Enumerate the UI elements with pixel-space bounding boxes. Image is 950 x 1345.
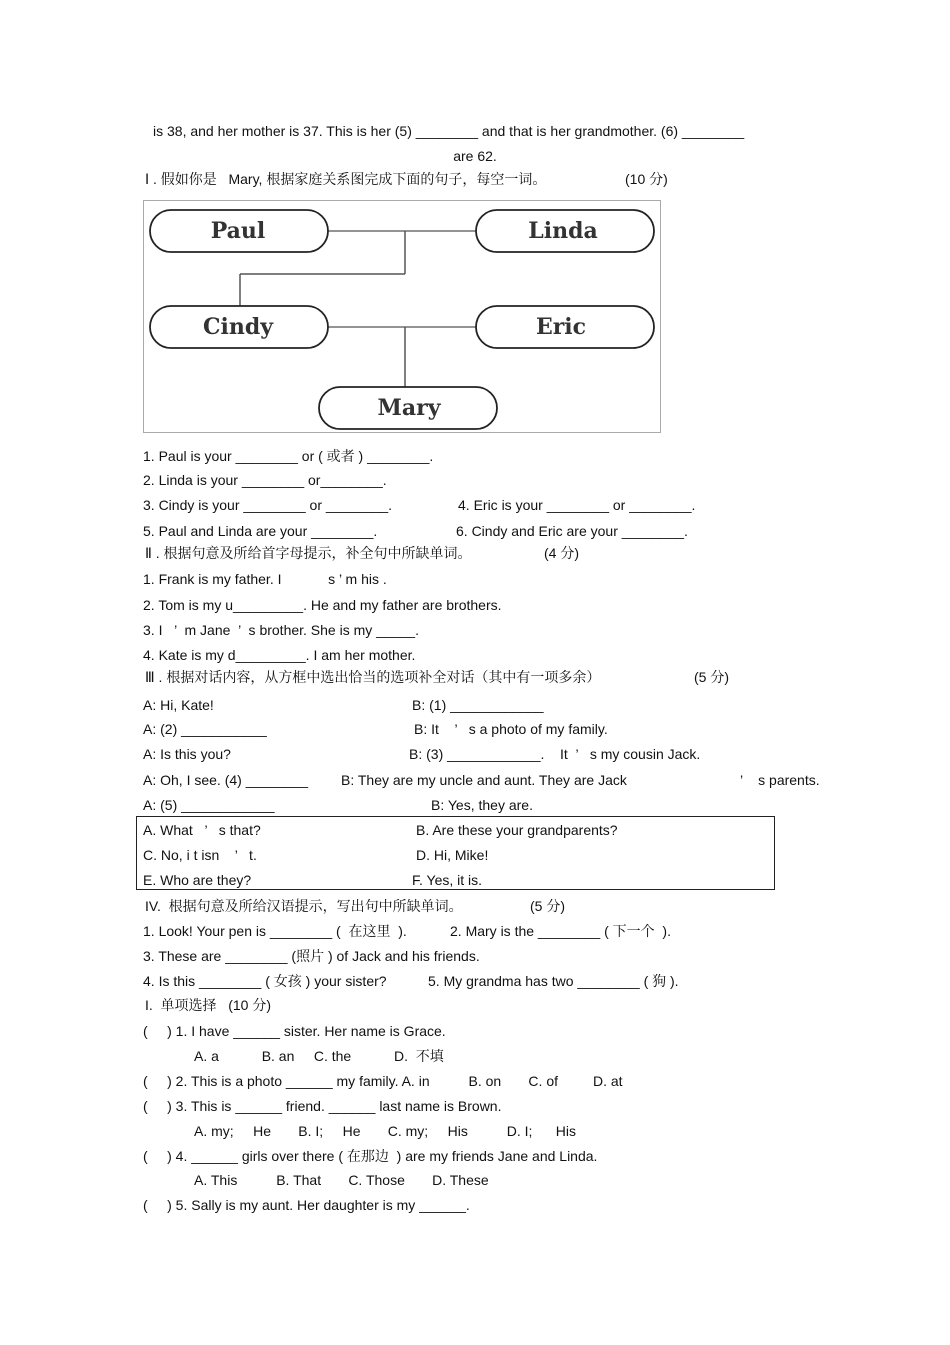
s1-question-2: 2. Linda is your ________ or________. <box>143 472 387 488</box>
option-a: A. What ’ s that? <box>143 822 261 838</box>
option-f: F. Yes, it is. <box>412 872 483 888</box>
dialog-line-1b: B: (1) ____________ <box>412 697 544 713</box>
option-e: E. Who are they? <box>143 872 252 888</box>
dialog-line-4b: B: They are my uncle and aunt. They are Jack <box>341 772 627 788</box>
section-3-header: Ⅲ . 根据对话内容，从方框中选出恰当的选项补全对话（其中有一项多余） <box>145 669 601 685</box>
section-5-header: I. 单项选择 (10 分) <box>145 997 272 1013</box>
mc-question-5: ( ) 5. Sally is my aunt. Her daughter is my ______. <box>143 1197 470 1213</box>
dialog-line-5b: B: Yes, they are. <box>431 797 533 813</box>
section-4-score: (5 分) <box>530 898 565 914</box>
node-eric-label: Eric <box>535 314 587 340</box>
dialog-line-3b: B: (3) ____________. It ’ s my cousin Jack. <box>409 746 701 762</box>
dialog-line-4a: A: Oh, I see. (4) ________ <box>143 772 308 788</box>
intro-line-2: are 62. <box>453 148 497 164</box>
node-cindy <box>150 306 328 348</box>
s4-question-5: 5. My grandma has two ________ ( 狗 ). <box>428 973 679 989</box>
mc-question-4: ( ) 4. ______ girls over there ( 在那边 ) are my friends Jane and Linda. <box>143 1148 598 1164</box>
s1-question-5: 5. Paul and Linda are your ________. <box>143 523 378 539</box>
s1-question-6: 6. Cindy and Eric are your ________. <box>456 523 688 539</box>
dialog-line-3a: A: Is this you? <box>143 746 231 762</box>
section-3-score: (5 分) <box>694 669 729 685</box>
dialog-line-1a: A: Hi, Kate! <box>143 697 214 713</box>
s1-question-3: 3. Cindy is your ________ or ________. <box>143 497 393 513</box>
mc-question-1: ( ) 1. I have ______ sister. Her name is Grace. <box>143 1023 446 1039</box>
node-linda-label: Linda <box>528 218 598 244</box>
dialog-line-2b: B: It ’ s a photo of my family. <box>414 721 608 737</box>
node-mary-label: Mary <box>377 395 441 421</box>
s2-question-4: 4. Kate is my d_________. I am her mother. <box>143 647 416 663</box>
mc-question-4-options: A. This B. That C. Those D. These <box>194 1172 489 1188</box>
section-1-score: (10 分) <box>625 171 668 187</box>
dialog-line-2a: A: (2) ___________ <box>143 721 267 737</box>
mc-question-3: ( ) 3. This is ______ friend. ______ last name is Brown. <box>143 1098 502 1114</box>
s1-question-1: 1. Paul is your ________ or ( 或者 ) ________. <box>143 448 434 464</box>
node-cindy-label: Cindy <box>202 314 274 340</box>
s4-question-1: 1. Look! Your pen is ________ ( 在这里 ). <box>143 923 407 939</box>
node-paul <box>150 210 328 252</box>
mc-question-2: ( ) 2. This is a photo ______ my family. A. in B. on C. of D. at <box>143 1073 623 1089</box>
s4-question-3: 3. These are ________ (照片 ) of Jack and his friends. <box>143 948 480 964</box>
node-eric <box>476 306 654 348</box>
family-tree-diagram <box>143 200 661 433</box>
option-b: B. Are these your grandparents? <box>416 822 618 838</box>
node-mary <box>319 387 497 429</box>
s1-question-4: 4. Eric is your ________ or ________. <box>458 497 696 513</box>
intro-line-1: is 38, and her mother is 37. This is her (5) ________ and that is her grandmother. (6) ________ <box>153 123 745 139</box>
section-2-header: Ⅱ . 根据句意及所给首字母提示，补全句中所缺单词。 <box>145 545 472 561</box>
node-linda <box>476 210 654 252</box>
dialog-line-5a: A: (5) ____________ <box>143 797 275 813</box>
option-d: D. Hi, Mike! <box>416 847 489 863</box>
section-4-header: IV. 根据句意及所给汉语提示，写出句中所缺单词。 <box>145 898 463 914</box>
s2-question-1: 1. Frank is my father. I s ’ m his . <box>143 571 387 587</box>
dialog-line-4c: ’ s parents. <box>740 772 820 788</box>
mc-question-1-options: A. a B. an C. the D. 不填 <box>194 1048 444 1064</box>
s2-question-2: 2. Tom is my u_________. He and my father are brothers. <box>143 597 502 613</box>
section-2-score: (4 分) <box>544 545 579 561</box>
s4-question-2: 2. Mary is the ________ ( 下一个 ). <box>450 923 671 939</box>
node-paul-label: Paul <box>210 218 266 244</box>
option-c: C. No, i t isn ’ t. <box>143 847 257 863</box>
mc-question-3-options: A. my; He B. I; He C. my; His D. I; His <box>194 1123 576 1139</box>
s2-question-3: 3. I ’ m Jane ’ s brother. She is my _____. <box>143 622 419 638</box>
section-1-header: Ⅰ . 假如你是 Mary, 根据家庭关系图完成下面的句子，每空一词。 <box>145 171 547 187</box>
s4-question-4: 4. Is this ________ ( 女孩 ) your sister? <box>143 973 387 989</box>
